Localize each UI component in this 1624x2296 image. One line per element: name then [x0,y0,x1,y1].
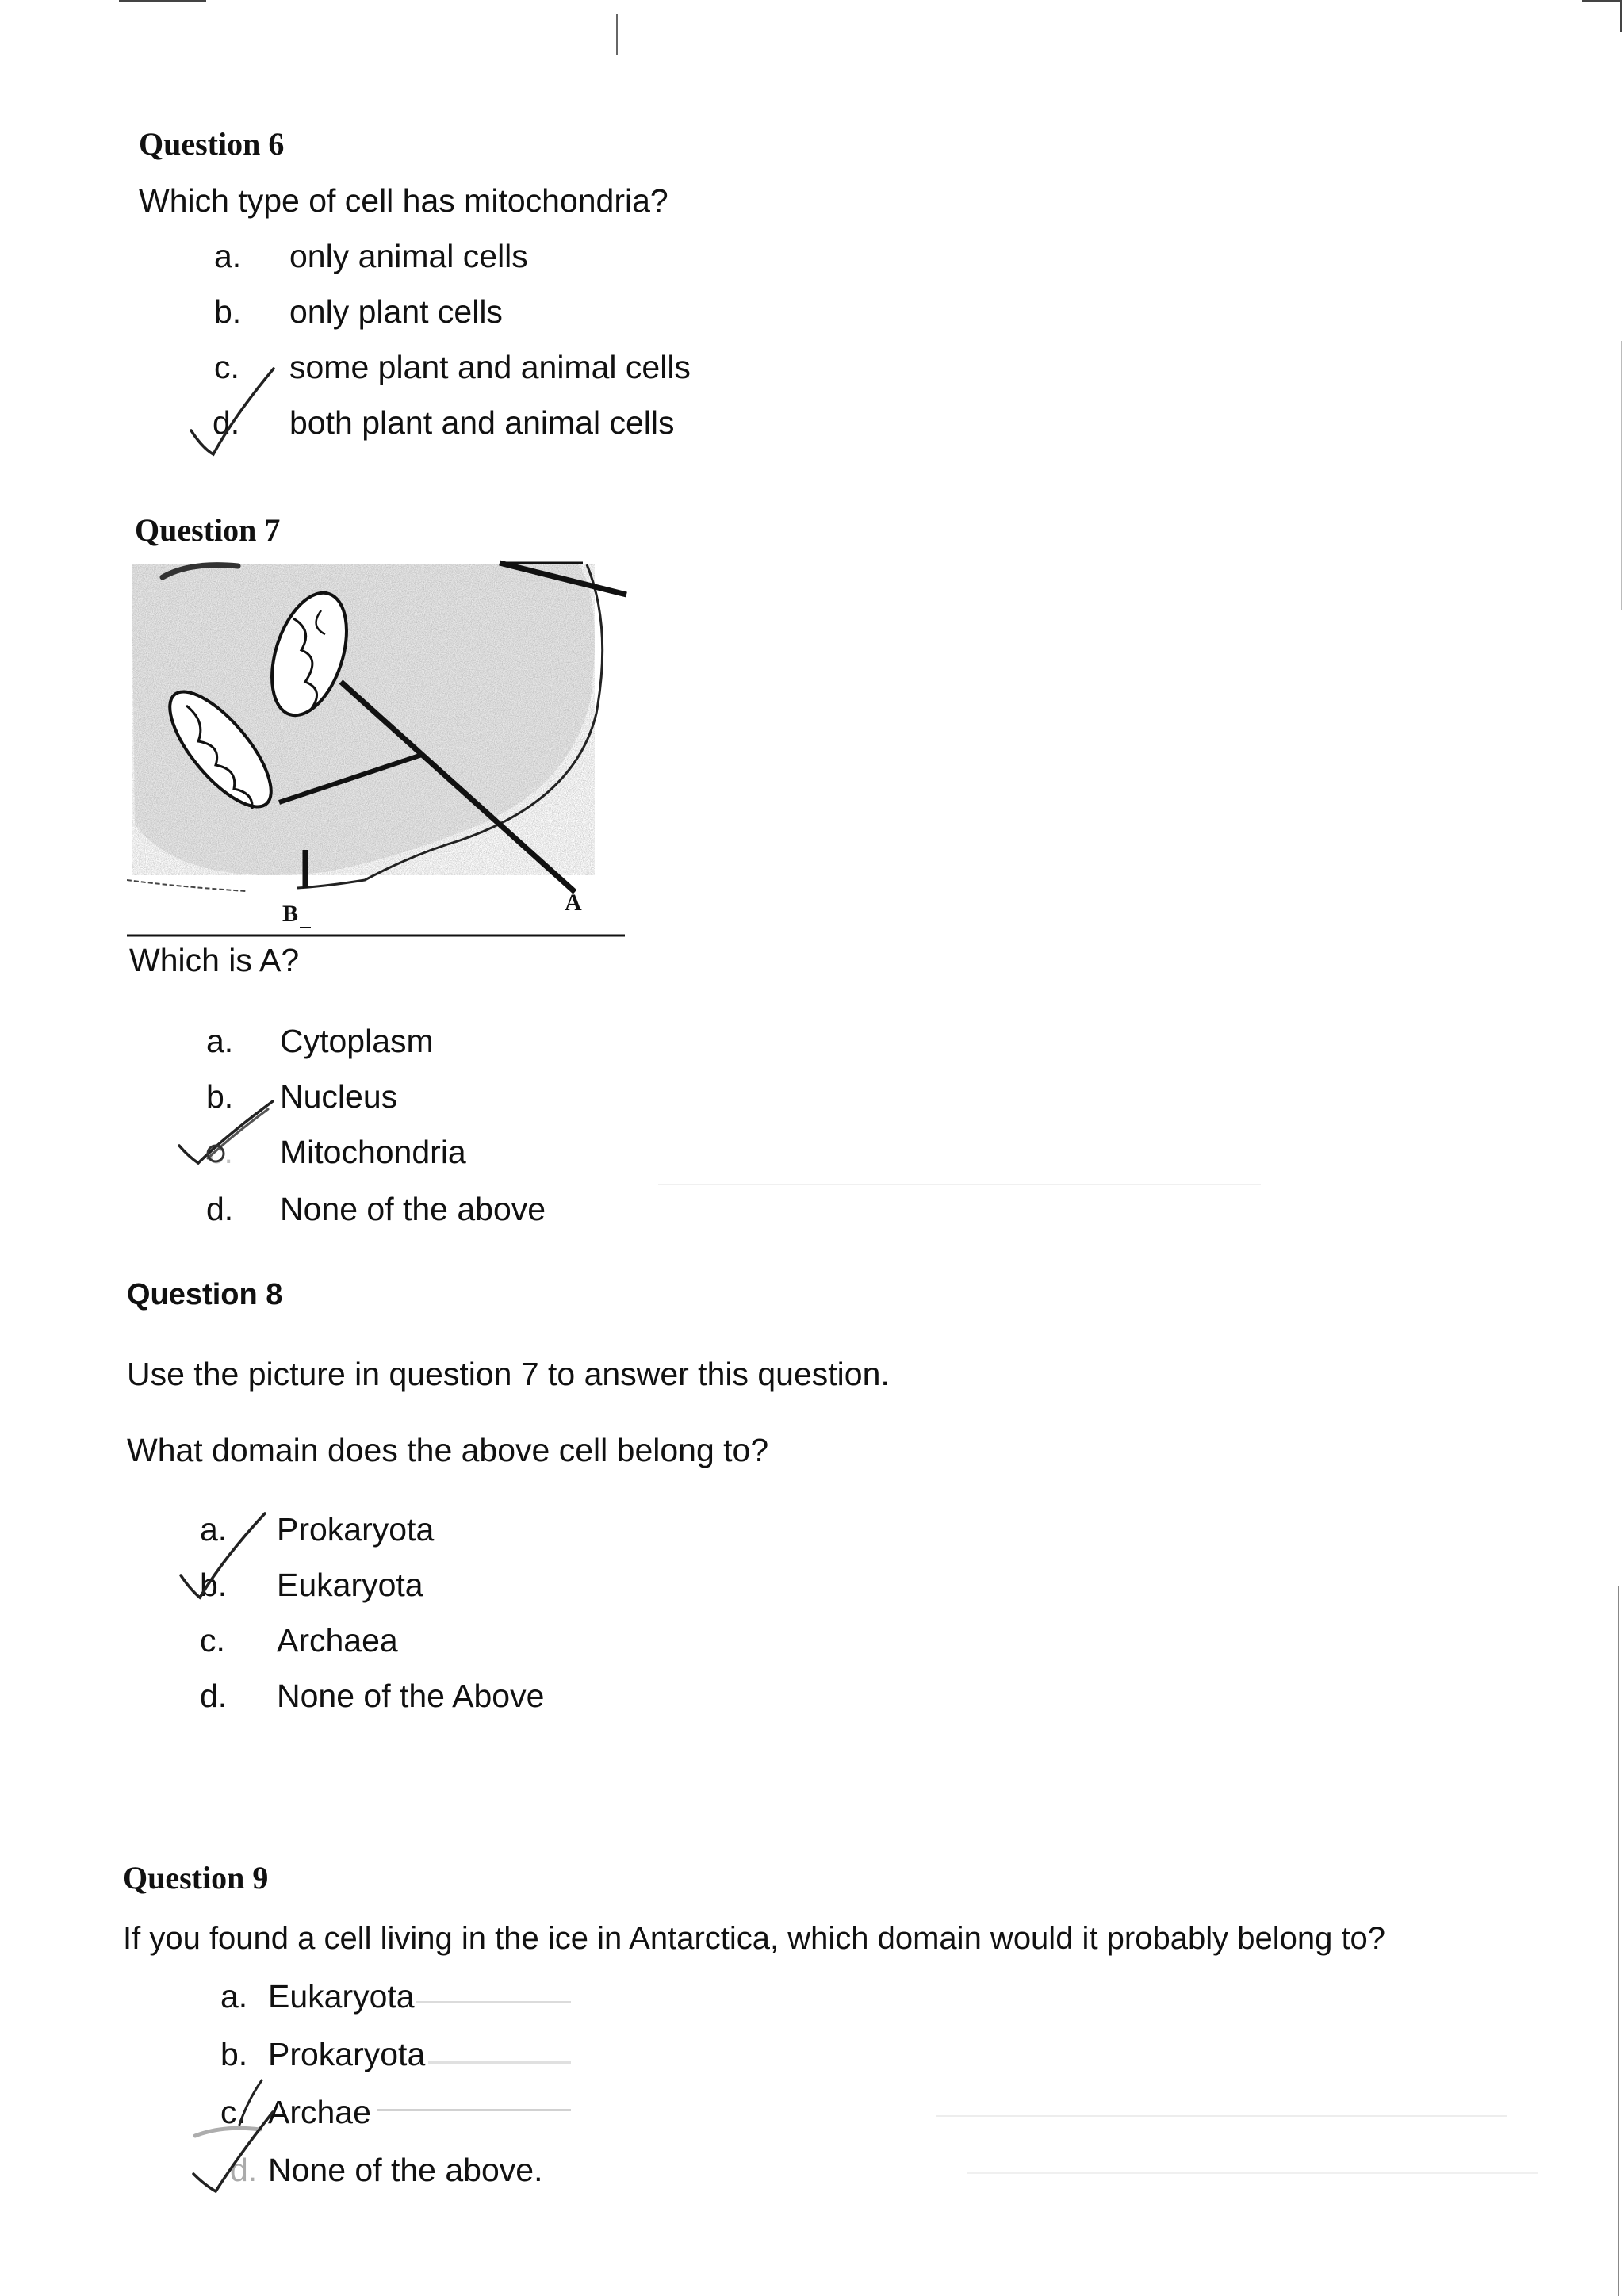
smudge-q9-a [416,2001,571,2003]
q7-option-b-text: Nucleus [280,1078,398,1115]
q9-option-a-text: Eukaryota [268,1978,415,2015]
scan-edge-right [1620,0,1622,32]
q7-option-a-letter: a. [206,1023,234,1059]
q8-option-d-letter: d. [200,1678,228,1714]
q6-heading: Question 6 [139,126,285,162]
q6-option-a-letter: a. [214,238,242,274]
scan-edge-right-lower [1621,341,1622,610]
q6-option-c-letter: c. [214,349,239,385]
q6-text: Which type of cell has mitochondria? [139,182,668,219]
q6-option-d-text: both plant and animal cells [289,404,675,441]
q7-option-a-text: Cytoplasm [280,1023,434,1059]
q9-option-b-text: Prokaryota [268,2036,426,2072]
q8-option-c-text: Archaea [277,1622,398,1659]
q8-text: What domain does the above cell belong to? [127,1432,769,1468]
q9-heading: Question 9 [123,1860,269,1896]
q6-option-d-letter: d. [213,404,240,441]
q8-option-a-text: Prokaryota [277,1511,435,1548]
q6-option-b-letter: b. [214,293,242,330]
q8-intro: Use the picture in question 7 to answer this question. [127,1356,890,1392]
scan-mark-top [616,14,618,55]
q8-checkmark-icon [176,1510,271,1605]
smudge-q9-b [428,2061,571,2064]
q9-text: If you found a cell living in the ice in Antarctica, which domain would it probably belong to? [123,1921,1386,1956]
label-b: B [282,901,299,927]
q7-option-d-text: None of the above [280,1191,546,1227]
q8-option-c-letter: c. [200,1622,225,1659]
smudge-q9-c [377,2109,571,2111]
q8-option-a-letter: a. [200,1511,228,1548]
scan-edge-top-right [1582,0,1620,2]
q8-option-b-letter: b. [200,1567,228,1603]
q7-option-d-letter: d. [206,1191,234,1227]
q8-option-d-text: None of the Above [277,1678,545,1714]
label-a: A [565,890,582,916]
q6-option-b-text: only plant cells [289,293,503,330]
q7-checkmark-icon [176,1098,279,1177]
q7-option-c-text: Mitochondria [280,1134,466,1170]
q7-text: Which is A? [129,942,300,978]
q9-option-c-text: Archae [268,2094,371,2130]
q6-checkmark-icon [186,361,282,464]
q8-heading: Question 8 [127,1278,283,1311]
q6-option-c-text: some plant and animal cells [289,349,691,385]
scan-edge-right-bottom [1618,1586,1619,2296]
q6-option-a-text: only animal cells [289,238,528,274]
q9-option-d-text: None of the above. [268,2152,543,2188]
scan-edge-top [119,0,206,2]
q7-option-c-letter: c. [208,1134,233,1170]
q7-option-b-letter: b. [206,1078,234,1115]
q8-option-b-text: Eukaryota [277,1567,423,1603]
q9-checkmark-d-icon [190,2109,285,2204]
smudge-right-2 [967,2172,1538,2174]
q9-option-b-letter: b. [220,2036,248,2072]
q9-option-c-letter: c. [220,2094,246,2130]
smudge-q7 [658,1184,1261,1185]
q7-heading: Question 7 [135,512,281,548]
q9-option-d-letter: d. [230,2152,258,2188]
q9-option-a-letter: a. [220,1978,248,2015]
q7-cell-diagram [127,555,634,943]
smudge-right-1 [936,2115,1507,2117]
